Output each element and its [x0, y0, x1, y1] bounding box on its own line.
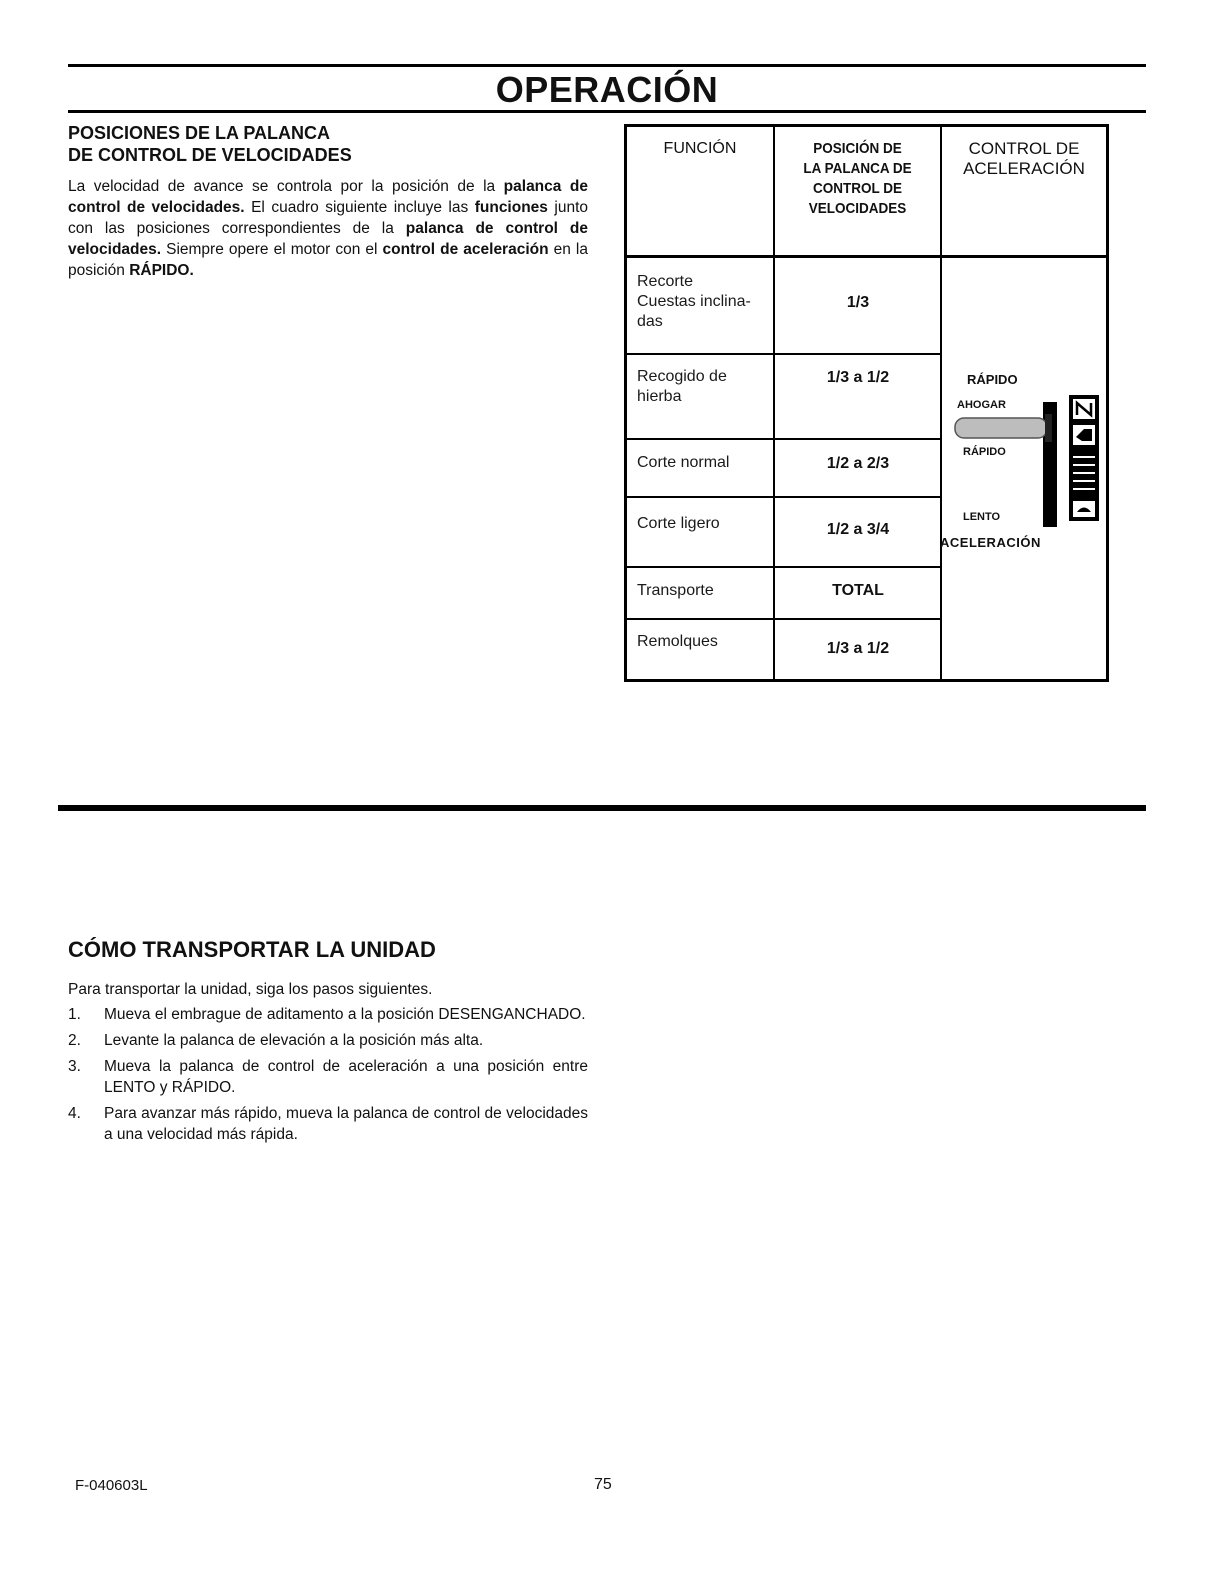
cell-line: Recogido de [637, 368, 727, 385]
row-divider [627, 496, 941, 498]
row-position: 1/3 a 1/2 [826, 640, 890, 657]
top-rule [68, 64, 1146, 67]
page-title: OPERACIÓN [495, 69, 719, 110]
para-bold: RÁPIDO. [129, 262, 194, 279]
list-item [68, 1056, 588, 1098]
list-item [68, 1030, 588, 1051]
label-choke: AHOGAR [957, 399, 1006, 411]
step-text: Para avanzar más rápido, mueva la palanca de control de velocidades a una velocidad más rápida. [104, 1105, 588, 1143]
row-function-transport: Transporte [637, 582, 714, 599]
header-position [775, 139, 940, 219]
row-position: 1/3 [846, 294, 870, 311]
para-text: Siempre opere el motor con el [161, 241, 383, 258]
cell-line: Recorte [637, 273, 694, 290]
label-fast-top: RÁPIDO [967, 372, 1018, 387]
throttle-lever-graphic [940, 257, 1109, 557]
para-text: La velocidad de avance se controla por la posición de la [68, 178, 504, 195]
row-function-towing: Remolques [637, 633, 718, 650]
title-rule [68, 110, 1146, 113]
header-function: FUNCIÓN [663, 140, 737, 157]
row-divider [627, 618, 941, 620]
para-bold: funciones [474, 199, 548, 216]
step-number: 4. [68, 1105, 81, 1122]
row-function-trimming [637, 272, 751, 332]
row-function-light-cut: Corte ligero [637, 515, 720, 532]
section-paragraph [68, 176, 588, 281]
lever-handle [955, 418, 1047, 438]
transport-steps-list [68, 1004, 588, 1150]
label-fast: RÁPIDO [963, 446, 1006, 458]
row-position: 1/2 a 3/4 [826, 521, 890, 538]
header-line: CONTROL DE [812, 180, 903, 197]
step-text: Mueva el embrague de aditamento a la posición DESENGANCHADO. [104, 1006, 586, 1023]
cell-line: Cuestas inclina- [637, 293, 751, 310]
cell-line: das [637, 313, 663, 330]
lever-knob [1045, 414, 1052, 442]
lever-slot-icon [943, 257, 1109, 527]
para-text: junto con las posiciones correspondientes de la [68, 199, 589, 237]
row-position: TOTAL [832, 582, 884, 599]
column-divider [940, 127, 942, 679]
para-bold: control de aceleración [382, 241, 549, 258]
label-throttle-caption: ACELERACIÓN [940, 535, 1041, 550]
row-function-normal-cut: Corte normal [637, 454, 730, 471]
list-item [68, 1103, 588, 1145]
para-text: El cuadro siguiente incluye las [244, 199, 475, 216]
list-item [68, 1004, 588, 1025]
step-number: 3. [68, 1058, 81, 1075]
row-divider [627, 438, 941, 440]
cell-line: hierba [637, 388, 682, 405]
document-code: F-040603L [75, 1477, 148, 1494]
para-bold: palanca de control de velocidades. [68, 220, 588, 258]
header-throttle [942, 139, 1106, 179]
heading-line: DE CONTROL DE VELOCIDADES [68, 145, 352, 165]
header-line: ACELERACIÓN [963, 159, 1085, 178]
row-position: 1/2 a 2/3 [826, 455, 890, 472]
section-heading-speed-lever [68, 122, 588, 166]
row-divider [627, 353, 941, 355]
step-text: Mueva la palanca de control de aceleración a una posición entre LENTO y RÁPIDO. [104, 1058, 588, 1096]
page-number: 75 [594, 1476, 612, 1493]
step-number: 2. [68, 1032, 81, 1049]
para-text: en la posición [68, 241, 588, 279]
para-bold: palanca de control de velocidades. [68, 178, 588, 216]
header-line: POSICIÓN DE [813, 140, 902, 157]
row-function-bagging [637, 367, 727, 407]
header-line: LA PALANCA DE [803, 160, 912, 177]
heading-line: POSICIONES DE LA PALANCA [68, 123, 331, 143]
header-line: CONTROL DE [968, 139, 1080, 158]
header-line: VELOCIDADES [808, 200, 907, 217]
section-heading-transport: CÓMO TRANSPORTAR LA UNIDAD [68, 937, 436, 962]
row-position: 1/3 a 1/2 [826, 369, 890, 386]
section-intro: Para transportar la unidad, siga los pasos siguientes. [68, 981, 433, 998]
section-divider [58, 805, 1146, 811]
label-slow: LENTO [963, 511, 1001, 523]
step-number: 1. [68, 1006, 81, 1023]
speed-position-table [624, 124, 1109, 682]
step-text: Levante la palanca de elevación a la posición más alta. [104, 1032, 484, 1049]
row-divider [627, 566, 941, 568]
